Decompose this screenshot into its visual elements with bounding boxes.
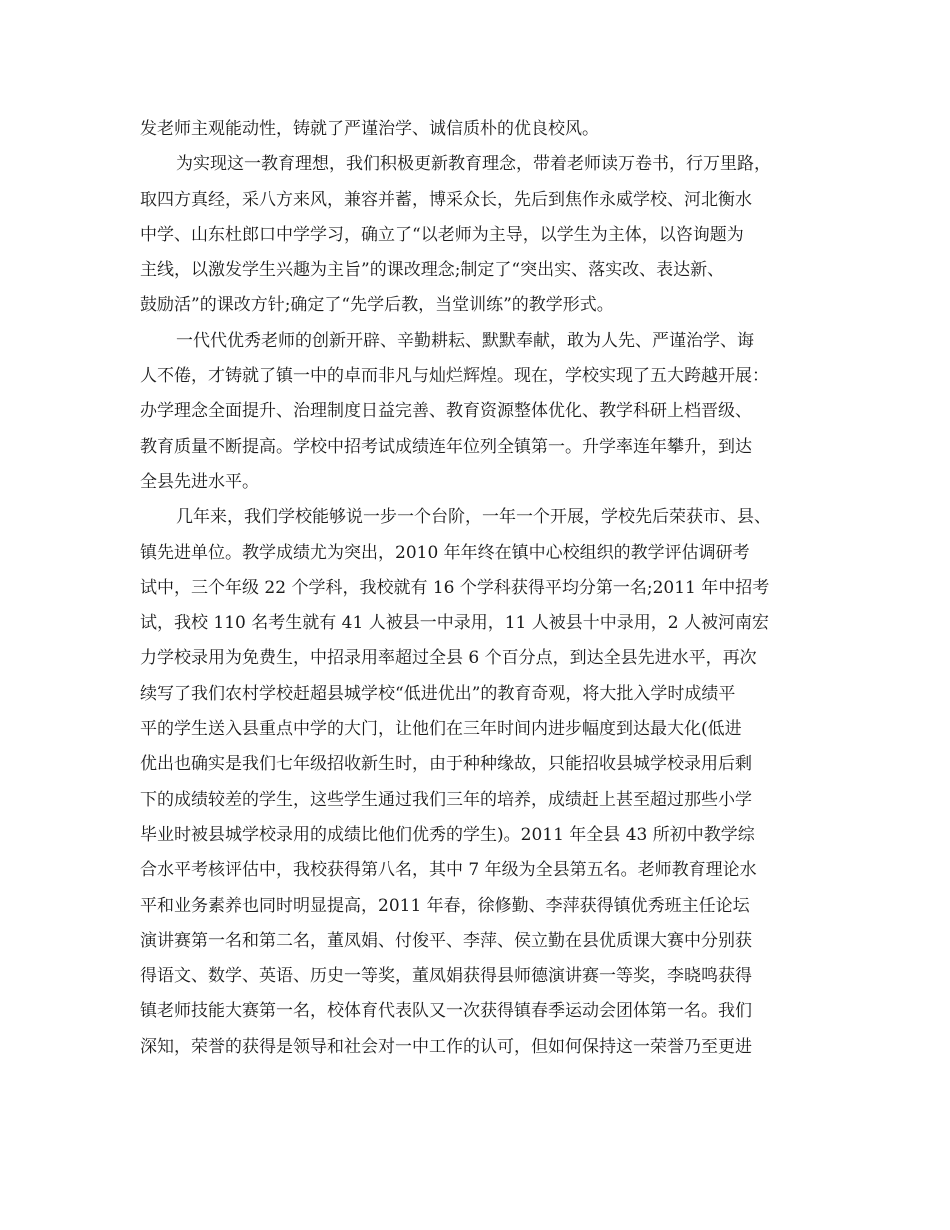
text-line: 为实现这一教育理想，我们积极更新教育理念，带着老师读万卷书，行万里路， (176, 154, 771, 175)
text-line: 试中，三个年级 22 个学科，我校就有 16 个学科获得平均分第一名;2011 年中招考 (140, 577, 770, 598)
text-line: 全县先进水平。 (140, 471, 259, 492)
text-line: 力学校录用为免费生，中招录用率超过全县 6 个百分点，到达全县先进水平，再次 (140, 648, 757, 669)
text-line: 几年来，我们学校能够说一步一个台阶，一年一个开展，学校先后荣获市、县、 (176, 507, 771, 528)
text-line: 平和业务素养也同时明显提高，2011 年春，徐修勤、李萍获得镇优秀班主任论坛 (140, 895, 750, 916)
paragraph-3 (140, 324, 840, 500)
text-line: 平的学生送入县重点中学的大门，让他们在三年时间内进步幅度到达最大化(低进 (140, 719, 742, 740)
text-line: 鼓励活”的课改方针;确定了“先学后教，当堂训练”的教学形式。 (140, 295, 614, 316)
text-line: 优出也确实是我们七年级招收新生时，由于种种缘故，只能招收县城学校录用后剩 (140, 754, 752, 775)
text-line: 取四方真经，采八方来风，兼容并蓄，博采众长，先后到焦作永威学校、河北衡水 (140, 189, 752, 210)
text-line: 一代代优秀老师的创新开辟、辛勤耕耘、默默奉献，敢为人先、严谨治学、诲 (176, 330, 754, 351)
text-line: 得语文、数学、英语、历史一等奖，董凤娟获得县师德演讲赛一等奖，李晓鸣获得 (140, 966, 752, 987)
paragraph-4 (140, 500, 840, 1065)
text-line: 中学、山东杜郎口中学学习，确立了“以老师为主导，以学生为主体，以咨询题为 (140, 224, 744, 245)
text-line: 演讲赛第一名和第二名，董凤娟、付俊平、李萍、侯立勤在县优质课大赛中分别获 (140, 930, 752, 951)
text-line: 主线，以激发学生兴趣为主旨”的课改理念;制定了“突出实、落实改、表达新、 (140, 260, 725, 281)
text-line: 深知，荣誉的获得是领导和社会对一中工作的认可，但如何保持这一荣誉乃至更进 (140, 1036, 752, 1057)
text-line: 人不倦，才铸就了镇一中的卓而非凡与灿烂辉煌。现在，学校实现了五大跨越开展： (140, 366, 769, 387)
document-body (140, 112, 840, 1065)
text-line: 办学理念全面提升、治理制度日益完善、教育资源整体优化、教学科研上档晋级、 (140, 401, 752, 422)
text-line: 毕业时被县城学校录用的成绩比他们优秀的学生)。2011 年全县 43 所初中教学综 (140, 824, 755, 845)
text-line: 续写了我们农村学校赶超县城学校“低进优出”的教育奇观，将大批入学时成绩平 (140, 683, 736, 704)
text-line: 试，我校 110 名考生就有 41 人被县一中录用，11 人被县十中录用，2 人被河南宏 (140, 613, 769, 634)
text-line: 镇先进单位。教学成绩尤为突出，2010 年年终在镇中心校组织的教学评估调研考 (140, 542, 750, 563)
paragraph-2 (140, 147, 840, 323)
paragraph-1 (140, 112, 840, 147)
text-line: 教育质量不断提高。学校中招考试成绩连年位列全镇第一。升学率连年攀升，到达 (140, 436, 752, 457)
text-line: 发老师主观能动性，铸就了严谨治学、诚信质朴的优良校风。 (140, 119, 599, 139)
text-line: 镇老师技能大赛第一名，校体育代表队又一次获得镇春季运动会团体第一名。我们 (140, 1001, 752, 1022)
text-line: 合水平考核评估中，我校获得第八名，其中 7 年级为全县第五名。老师教育理论水 (140, 860, 757, 881)
text-line: 下的成绩较差的学生，这些学生通过我们三年的培养，成绩赶上甚至超过那些小学 (140, 789, 752, 810)
